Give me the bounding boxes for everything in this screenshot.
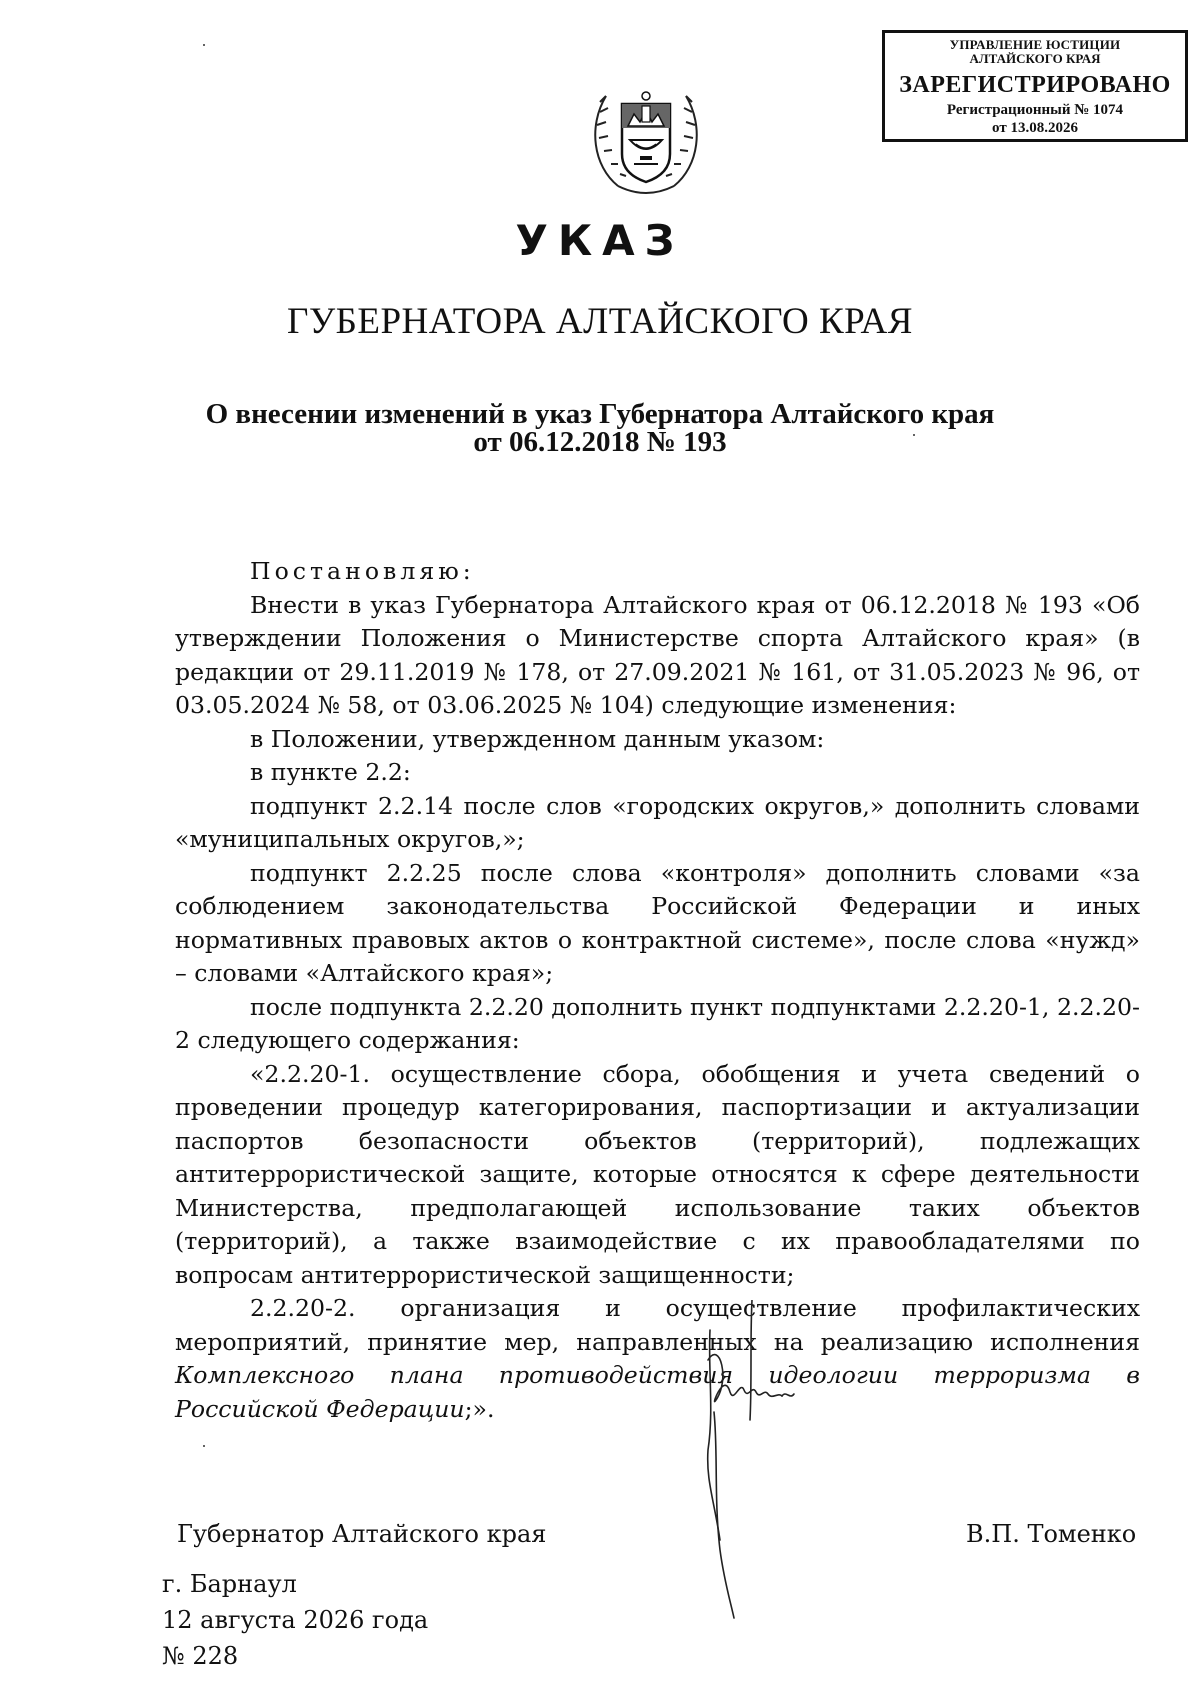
document-heading xyxy=(0,400,1200,456)
registration-stamp xyxy=(882,30,1188,142)
paragraph-regulation: в Положении, утвержденном данным указом: xyxy=(250,724,825,753)
paragraph-decree: Постановляю: xyxy=(250,557,475,585)
paragraph-subitem-2-2-25: подпункт 2.2.25 после слова «контроля» дополнить словами «за соблюдением законодательства Российской Федерации и иных нормативных правовых актов о контрактной системе», после слова «нужд» – словами «Алтайского края»; xyxy=(175,858,1140,987)
signatory-name: В.П. Томенко xyxy=(966,1520,1137,1548)
signatory-position: Губернатор Алтайского края xyxy=(177,1520,547,1548)
paragraph-subitem-2-2-20: после подпункта 2.2.20 дополнить пункт подпунктами 2.2.20-1, 2.2.20-2 следующего содержания: xyxy=(175,992,1140,1054)
heading-line-2: от 06.12.2018 № 193 xyxy=(473,426,727,458)
footer-date: 12 августа 2026 года xyxy=(162,1606,429,1634)
paragraph-subitem-2-2-20-2 xyxy=(175,1292,1140,1426)
paragraph-subitem-2-2-20-1: «2.2.20-1. осуществление сбора, обобщения и учета сведений о проведении процедур категорирования, паспортизации и актуализации паспортов безопасности объектов (территорий), подлежащих антитеррористической защите, которые относятся к сфере деятельности Министерства, предполагающей использование таких объектов (территорий), а также взаимодействие с их правообладателями по вопросам антитеррористической защищенности; xyxy=(175,1059,1140,1289)
scan-speck xyxy=(913,434,915,436)
footer-city: г. Барнаул xyxy=(162,1570,297,1598)
stamp-line-2: АЛТАЙСКОГО КРАЯ xyxy=(969,51,1101,66)
p9-end: ;». xyxy=(464,1394,495,1423)
paragraph-subitem-2-2-14: подпункт 2.2.14 после слов «городских округов,» дополнить словами «муниципальных округов,»; xyxy=(175,791,1140,853)
p9-start: 2.2.20-2. организация и осуществление профилактических мероприятий, принятие мер, направленных на реализацию исполнения xyxy=(175,1294,1140,1356)
altai-coat-of-arms-icon xyxy=(578,66,714,202)
stamp-reg-date: от 13.08.2026 xyxy=(992,120,1078,136)
document-title: УКАЗ xyxy=(515,216,685,265)
stamp-reg-number: Регистрационный № 1074 xyxy=(946,102,1124,118)
document-footer xyxy=(162,1566,428,1674)
footer-number: № 228 xyxy=(162,1642,239,1670)
stamp-line-1: УПРАВЛЕНИЕ ЮСТИЦИИ xyxy=(949,37,1121,52)
stamp-status: ЗАРЕГИСТРИРОВАНО xyxy=(899,72,1171,98)
paragraph-item-2-2: в пункте 2.2: xyxy=(250,758,411,786)
document-body xyxy=(175,555,1140,1426)
scan-speck xyxy=(203,44,205,46)
p9-italic: Комплексного плана противодействия идеологии терроризма в Российской Федерации xyxy=(175,1361,1140,1423)
scan-speck xyxy=(203,1445,205,1447)
document-subtitle: ГУБЕРНАТОРА АЛТАЙСКОГО КРАЯ xyxy=(287,301,913,342)
heading-line-1: О внесении изменений в указ Губернатора Алтайского края xyxy=(205,398,995,430)
handwritten-signature xyxy=(690,1300,820,1620)
paragraph-amend-intro: Внести в указ Губернатора Алтайского края от 06.12.2018 № 193 «Об утверждении Положения о Министерстве спорта Алтайского края» (в редакции от 29.11.2019 № 178, от 27.09.2021 № 161, от 31.05.2023 № 96, от 03.05.2024 № 58, от 03.06.2025 № 104) следующие изменения: xyxy=(175,590,1140,719)
